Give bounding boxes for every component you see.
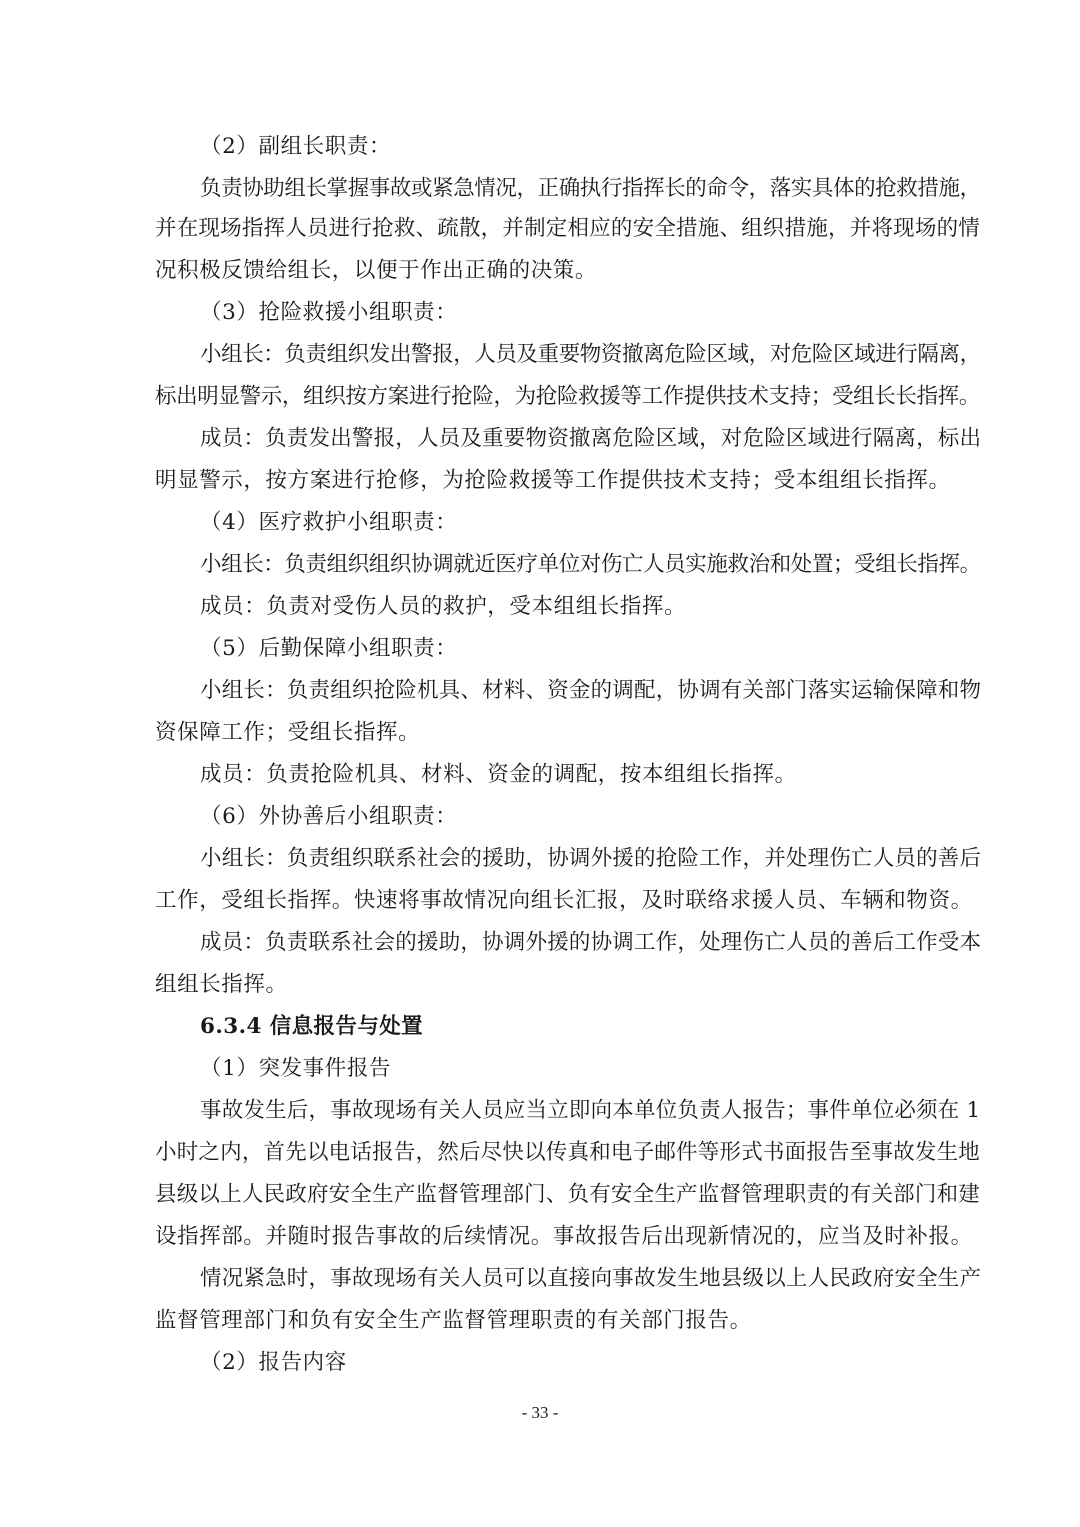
paragraph-line: 工作，受组长指挥。快速将事故情况向组长汇报，及时联络求援人员、车辆和物资。 (155, 888, 973, 913)
paragraph-line: 事故发生后，事故现场有关人员应当立即向本单位负责人报告；事件单位必须在 1 (200, 1098, 981, 1123)
subheading-rescue-team: （3）抢险救援小组职责： (200, 300, 458, 325)
paragraph-line: 成员：负责对受伤人员的救护，受本组组长指挥。 (200, 594, 687, 619)
subheading-deputy-leader: （2）副组长职责： (200, 134, 392, 159)
paragraph-line: 情况紧急时，事故现场有关人员可以直接向事故发生地县级以上人民政府安全生产 (200, 1266, 982, 1291)
paragraph-line: 小组长：负责组织发出警报，人员及重要物资撤离危险区域，对危险区域进行隔离， (200, 342, 981, 367)
subheading-report-content: （2）报告内容 (200, 1350, 347, 1375)
paragraph-line: 小组长：负责组织组织协调就近医疗单位对伤亡人员实施救治和处置；受组长指挥。 (200, 552, 981, 577)
paragraph-line: 负责协助组长掌握事故或紧急情况，正确执行指挥长的命令，落实具体的抢救措施， (200, 176, 981, 201)
paragraph-line: 县级以上人民政府安全生产监督管理部门、负有安全生产监督管理职责的有关部门和建 (155, 1182, 980, 1207)
subheading-medical-team: （4）医疗救护小组职责： (200, 510, 458, 535)
paragraph-line: 并在现场指挥人员进行抢救、疏散，并制定相应的安全措施、组织措施，并将现场的情 (155, 216, 980, 241)
paragraph-line: 小时之内，首先以电话报告，然后尽快以传真和电子邮件等形式书面报告至事故发生地 (155, 1140, 980, 1165)
paragraph-line: 设指挥部。并随时报告事故的后续情况。事故报告后出现新情况的，应当及时补报。 (155, 1224, 973, 1249)
paragraph-line: 成员：负责联系社会的援助，协调外援的协调工作，处理伤亡人员的善后工作受本 (200, 930, 982, 955)
subheading-incident-report: （1）突发事件报告 (200, 1056, 392, 1081)
paragraph-line: 成员：负责抢险机具、材料、资金的调配，按本组组长指挥。 (200, 762, 797, 787)
paragraph-line: 况积极反馈给组长，以便于作出正确的决策。 (155, 258, 598, 283)
paragraph-line: 小组长：负责组织联系社会的援助，协调外援的抢险工作，并处理伤亡人员的善后 (200, 846, 982, 871)
paragraph-line: 小组长：负责组织抢险机具、材料、资金的调配，协调有关部门落实运输保障和物 (200, 678, 982, 703)
paragraph-line: 监督管理部门和负有安全生产监督管理职责的有关部门报告。 (155, 1308, 752, 1333)
paragraph-line: 资保障工作；受组长指挥。 (155, 720, 421, 745)
subheading-logistics-team: （5）后勤保障小组职责： (200, 636, 458, 661)
paragraph-line: 组组长指挥。 (155, 972, 288, 997)
subheading-external-team: （6）外协善后小组职责： (200, 804, 458, 829)
paragraph-line: 明显警示，按方案进行抢修，为抢险救援等工作提供技术支持；受本组组长指挥。 (155, 468, 951, 493)
section-heading: 6.3.4 信息报告与处置 (200, 1014, 424, 1039)
paragraph-line: 标出明显警示，组织按方案进行抢险，为抢险救援等工作提供技术支持；受组长长指挥。 (155, 384, 980, 409)
paragraph-line: 成员：负责发出警报，人员及重要物资撤离危险区域，对危险区域进行隔离，标出 (200, 426, 982, 451)
page-number: - 33 - (521, 1403, 559, 1422)
